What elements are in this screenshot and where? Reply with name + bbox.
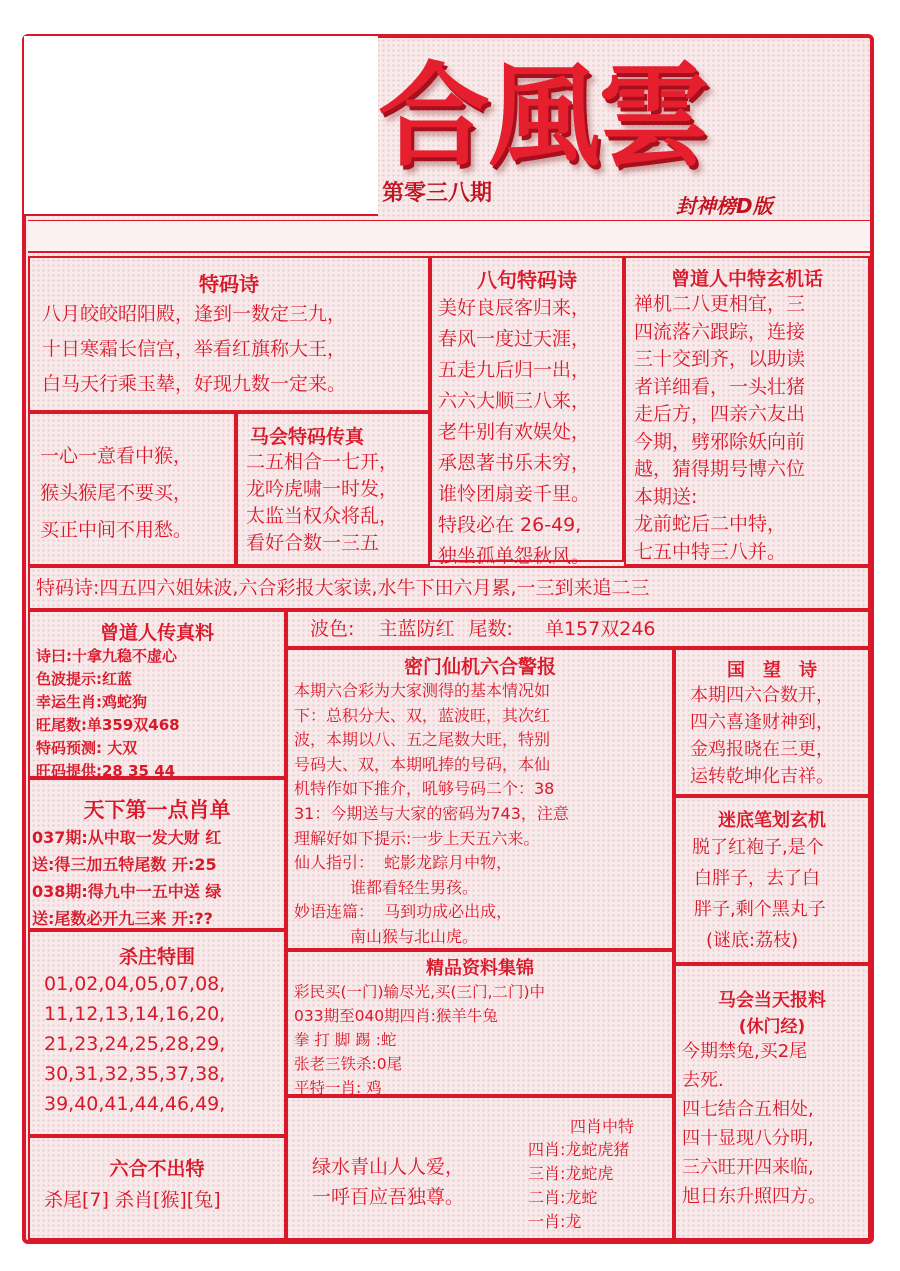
poem-line: 老牛别有欢娱处， — [438, 421, 591, 443]
info-line: 机特作如下推介，吼够号码二个：38 — [294, 779, 555, 799]
poem-line: 春风一度过天涯， — [438, 328, 591, 350]
info-line: 谁都看轻生男孩。 — [294, 877, 478, 897]
poem-line: 八月皎皎昭阳殿，逢到一数定三九， — [42, 303, 347, 325]
info-line: 送:得三加五特尾数 开:25 — [32, 855, 217, 874]
info-line: 037期:从中取一发大财 红 — [32, 828, 222, 847]
info-line: 号码大、双，本期吼捧的号码，本仙 — [294, 754, 551, 774]
zodiac-line: 二肖:龙蛇 — [528, 1188, 598, 1207]
box-zeng-fax — [28, 610, 286, 778]
poem-line: 十日寒霜长信宫，举看红旗称大王， — [42, 338, 347, 360]
poem-line: 六六大顺三八来， — [438, 390, 591, 412]
info-line: 038期:得九中一五中送 绿 — [32, 882, 222, 901]
poem-line: 三十交到齐，以助读 — [634, 348, 806, 370]
poem-line: 龙吟虎啸一时发， — [246, 478, 399, 500]
poem-line: 四七结合五相处, — [682, 1099, 814, 1120]
info-line: 31：今期送与大家的密码为743，注意 — [294, 803, 569, 823]
strip-tema-poem — [28, 566, 870, 610]
info-line: 理解好如下提示:一步上天五六来。 — [294, 828, 540, 848]
poem-line: 四六喜逢财神到， — [690, 712, 834, 733]
box-jingpin — [286, 950, 674, 1096]
poem-line: 美好良辰客归来， — [438, 297, 591, 319]
poem-line: 运转乾坤化吉祥。 — [690, 766, 834, 787]
info-line: 张老三铁杀:0尾 — [294, 1055, 403, 1073]
poem-line: 龙前蛇后二中特， — [634, 513, 787, 535]
box-kill-numbers — [28, 930, 286, 1136]
sub-title: 四肖中特 — [570, 1117, 635, 1136]
strip-text: 特码诗:四五四六姐妹波,六合彩报大家读,水牛下田六月累,一三到来追二三 — [36, 577, 650, 599]
poem-line: 白胖子，去了白 — [694, 868, 820, 889]
info-line: 杀尾[7] 杀肖[猴][兔] — [44, 1189, 221, 1211]
box-mahui-tema — [236, 412, 430, 566]
poem-line: 四流落六跟踪，连接 — [634, 320, 806, 343]
box-title: 马会特码传真 — [250, 426, 365, 448]
number-line: 39,40,41,44,46,49, — [44, 1093, 226, 1115]
info-line: 033期至040期四肖:猴羊牛兔 — [294, 1007, 498, 1025]
box-guowang — [674, 648, 870, 796]
poem-line: 绿水青山人人爱， — [312, 1156, 465, 1178]
edition-label: 封神榜D版 — [676, 194, 773, 218]
box-title: 国 望 诗 — [727, 660, 817, 681]
poem-line: 七五中特三八并。 — [634, 540, 787, 563]
poem-line: (谜底:荔枝) — [706, 930, 799, 951]
poem-line: 买正中间不用愁。 — [40, 519, 193, 541]
box-title: 天下第一点肖单 — [83, 798, 231, 822]
box-title: 六合不出特 — [109, 1158, 205, 1180]
poem-line: 三六旺开四来临, — [682, 1157, 814, 1178]
brand-title: 合風雲 — [378, 51, 708, 182]
poem-line: 走后方，四亲六友出 — [634, 403, 806, 425]
box-riddle — [674, 796, 870, 964]
box-eight-lines — [430, 256, 624, 567]
box-title: 迷底笔划玄机 — [718, 810, 826, 831]
box-title: 特码诗 — [199, 272, 259, 296]
box-title: 精品资料集锦 — [426, 958, 534, 979]
issue-number: 第零三八期 — [382, 181, 493, 206]
wave-value: 主蓝防红 — [378, 618, 455, 640]
poem-line: 一心一意看中猴， — [40, 445, 193, 467]
poem-line: 今期，劈邪除妖向前 — [634, 430, 806, 453]
poem-line: 禅机二八更相宜，三 — [634, 293, 806, 315]
poem-line: 去死. — [682, 1070, 724, 1091]
poem-line: 承恩著书乐未穷， — [438, 452, 591, 474]
poem-line: 独坐孤单怨秋风。 — [438, 545, 591, 567]
poem-line: 看好合数一三五 — [246, 532, 380, 554]
logo-placeholder — [24, 36, 378, 216]
box-wave-color — [286, 610, 870, 648]
poem-line: 一呼百应吾独尊。 — [312, 1186, 465, 1208]
box-title: 曾道人传真料 — [99, 622, 214, 644]
box-zeng-daoren — [624, 256, 870, 566]
info-line: 下：总积分大、双，蓝波旺，其次红 — [294, 705, 551, 725]
info-line: 南山猴与北山虎。 — [294, 926, 478, 946]
number-line: 01,02,04,05,07,08, — [44, 973, 226, 995]
info-line: 特码预测: 大双 — [36, 739, 138, 757]
number-line: 21,23,24,25,28,29, — [44, 1033, 226, 1055]
info-line: 仙人指引： 蛇影龙踪月中物， — [294, 853, 513, 873]
box-title: 八句特码诗 — [477, 268, 577, 292]
box-monkey-poem — [28, 412, 236, 566]
poem-line: 四十显现八分明, — [682, 1128, 814, 1149]
box-secret-alert — [286, 648, 674, 950]
poem-line: 金鸡报晓在三更， — [690, 739, 834, 760]
info-line: 彩民买(一门)输尽光,买(三门,二门)中 — [294, 983, 546, 1001]
box-title: 密门仙机六合警报 — [403, 656, 556, 678]
tail-label: 尾数: — [468, 618, 513, 640]
box-subtitle: (休门经) — [738, 1017, 806, 1037]
box-title: 曾道人中特玄机话 — [670, 268, 823, 290]
info-line: 旺码提供:28 35 44 — [36, 762, 176, 780]
poem-line: 者详细看，一头壮猪 — [634, 375, 806, 398]
number-line: 11,12,13,14,16,20, — [44, 1003, 226, 1025]
info-line: 拳 打 脚 踢 :蛇 — [294, 1031, 397, 1049]
poem-line: 本期送: — [634, 485, 698, 508]
wave-label: 波色: — [310, 618, 355, 640]
poem-line: 脱了红袍子,是个 — [692, 837, 824, 858]
info-line: 本期六合彩为大家测得的基本情况如 — [294, 681, 551, 700]
poem-line: 本期四六合数开， — [690, 685, 834, 706]
info-line: 幸运生肖:鸡蛇狗 — [36, 693, 147, 711]
info-line: 旺尾数:单359双468 — [36, 716, 180, 734]
poem-line: 白马天行乘玉辇，好现九数一定来。 — [42, 373, 347, 395]
zodiac-line: 三肖:龙蛇虎 — [528, 1164, 614, 1183]
zodiac-line: 四肖:龙蛇虎猪 — [528, 1140, 630, 1159]
poem-line: 旭日东升照四方。 — [682, 1186, 826, 1207]
poem-line: 今期禁兔,买2尾 — [682, 1041, 808, 1062]
info-line: 色波提示:红蓝 — [36, 670, 132, 688]
box-title: 马会当天报料 — [718, 990, 826, 1011]
info-line: 送:尾数必开九三来 开:?? — [32, 909, 213, 928]
poem-line: 越，猜得期号博六位 — [634, 458, 806, 480]
box-tema-poem — [28, 256, 430, 412]
box-tianxia — [28, 778, 286, 930]
info-line: 波，本期以八、五之尾数大旺，特别 — [294, 730, 551, 750]
poem-line: 特段必在 26-49, — [438, 514, 582, 536]
box-green-hills — [286, 1096, 674, 1240]
poem-line: 猴头猴尾不要买， — [40, 482, 193, 504]
info-line: 妙语连篇： 马到功成必出成， — [294, 902, 513, 922]
info-line: 平特一肖: 鸡 — [294, 1079, 382, 1097]
poem-line: 五走九后归一出， — [438, 359, 591, 381]
number-line: 30,31,32,35,37,38, — [44, 1063, 226, 1085]
poem-line: 胖子,剩个黑丸子 — [694, 899, 826, 920]
poem-line: 谁怜团扇妾千里。 — [438, 483, 591, 505]
box-mahui-report — [674, 964, 870, 1240]
poem-line: 太监当权众将乱， — [246, 505, 399, 527]
zodiac-line: 一肖:龙 — [528, 1212, 582, 1231]
header-divider-bar — [28, 220, 870, 253]
box-liuhe — [28, 1136, 286, 1240]
tail-value: 单157双246 — [544, 618, 656, 640]
poem-line: 二五相合一七开， — [246, 451, 399, 473]
box-title: 杀庄特围 — [118, 946, 195, 968]
info-line: 诗曰:十拿九稳不虚心 — [36, 647, 177, 665]
